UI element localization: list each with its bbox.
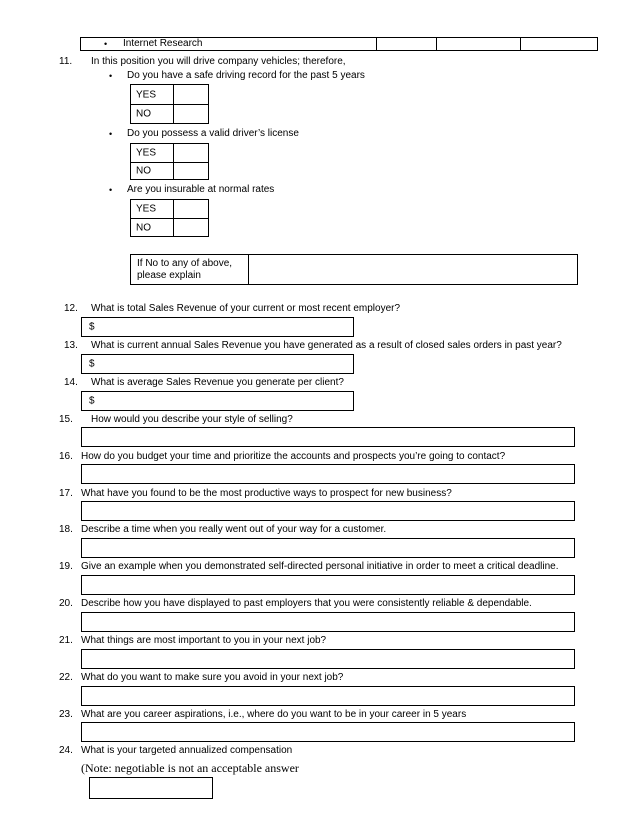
revenue-answer-field[interactable] bbox=[81, 354, 354, 374]
question-number: 15. bbox=[59, 414, 73, 425]
question-text: What things are most important to you in your next job? bbox=[81, 635, 327, 646]
answer-field[interactable] bbox=[81, 501, 575, 521]
question-number: 17. bbox=[59, 488, 73, 499]
question-text: How do you budget your time and prioritize the accounts and prospects you’re going to contact? bbox=[81, 451, 506, 462]
compensation-answer-field[interactable] bbox=[89, 777, 213, 799]
question-text: Describe a time when you really went out of your way for a customer. bbox=[81, 524, 387, 535]
row-divider bbox=[520, 37, 521, 51]
answer-field[interactable] bbox=[81, 575, 575, 595]
explain-label: If No to any of above, bbox=[137, 258, 233, 269]
question-text: What is average Sales Revenue you generate per client? bbox=[91, 377, 344, 388]
question-text: What have you found to be the most productive ways to prospect for new business? bbox=[81, 488, 452, 499]
answer-field[interactable] bbox=[81, 538, 575, 558]
question-number: 24. bbox=[59, 745, 73, 756]
sub-question-text: Do you have a safe driving record for the past 5 years bbox=[127, 70, 365, 81]
yes-label: YES bbox=[136, 89, 157, 100]
bullet: • bbox=[109, 71, 113, 81]
answer-field[interactable] bbox=[81, 649, 575, 669]
yes-no-table[interactable] bbox=[130, 84, 209, 124]
question-number: 16. bbox=[59, 451, 73, 462]
sub-question-text: Do you possess a valid driver’s license bbox=[127, 128, 299, 139]
question-number: 12. bbox=[64, 303, 78, 314]
revenue-answer-field[interactable] bbox=[81, 391, 354, 411]
bullet: • bbox=[104, 39, 108, 49]
question-text: What is total Sales Revenue of your current or most recent employer? bbox=[91, 303, 401, 314]
question-text: In this position you will drive company vehicles; therefore, bbox=[91, 56, 346, 67]
question-number: 20. bbox=[59, 598, 73, 609]
dollar-prefix: $ bbox=[89, 358, 95, 370]
no-label: NO bbox=[136, 222, 151, 233]
answer-field[interactable] bbox=[81, 686, 575, 706]
explain-divider bbox=[248, 254, 249, 285]
dollar-prefix: $ bbox=[89, 321, 95, 333]
question-number: 23. bbox=[59, 709, 73, 720]
question-text: What is your targeted annualized compensation bbox=[81, 745, 293, 756]
question-number: 22. bbox=[59, 672, 73, 683]
question-text: How would you describe your style of selling? bbox=[91, 414, 293, 425]
answer-field[interactable] bbox=[81, 612, 575, 632]
question-number: 14. bbox=[64, 377, 78, 388]
no-label: NO bbox=[136, 108, 151, 120]
question-text: Give an example when you demonstrated self-directed personal initiative in order to meet a critical deadline. bbox=[81, 561, 559, 572]
sub-question-text: Are you insurable at normal rates bbox=[127, 184, 275, 195]
question-number: 13. bbox=[64, 340, 78, 351]
bullet: • bbox=[109, 185, 113, 195]
question-number: 19. bbox=[59, 561, 73, 572]
question-text: What do you want to make sure you avoid in your next job? bbox=[81, 672, 344, 683]
yes-no-table[interactable] bbox=[130, 143, 209, 180]
question-text: What is current annual Sales Revenue you have generated as a result of closed sales orders in past year? bbox=[91, 340, 562, 351]
dollar-prefix: $ bbox=[89, 395, 95, 407]
answer-field[interactable] bbox=[81, 427, 575, 447]
row-divider bbox=[376, 37, 377, 51]
no-label: NO bbox=[136, 165, 151, 177]
question-number: 11. bbox=[59, 56, 73, 67]
yes-label: YES bbox=[136, 147, 157, 159]
explain-label: please explain bbox=[137, 270, 201, 281]
internet-research-label: Internet Research bbox=[123, 38, 203, 49]
question-note: (Note: negotiable is not an acceptable answer bbox=[81, 761, 299, 775]
explain-answer-field[interactable] bbox=[250, 256, 576, 283]
answer-field[interactable] bbox=[81, 722, 575, 742]
question-text: Describe how you have displayed to past employers that you were consistently reliable & dependable. bbox=[81, 598, 532, 609]
row-divider bbox=[436, 37, 437, 51]
question-text: What are you career aspirations, i.e., where do you want to be in your career in 5 years bbox=[81, 709, 467, 720]
yes-label: YES bbox=[136, 203, 157, 215]
bullet: • bbox=[109, 129, 113, 139]
answer-field[interactable] bbox=[81, 464, 575, 484]
question-number: 21. bbox=[59, 635, 73, 646]
yes-no-table[interactable] bbox=[130, 199, 209, 237]
question-number: 18. bbox=[59, 524, 73, 535]
revenue-answer-field[interactable] bbox=[81, 317, 354, 337]
